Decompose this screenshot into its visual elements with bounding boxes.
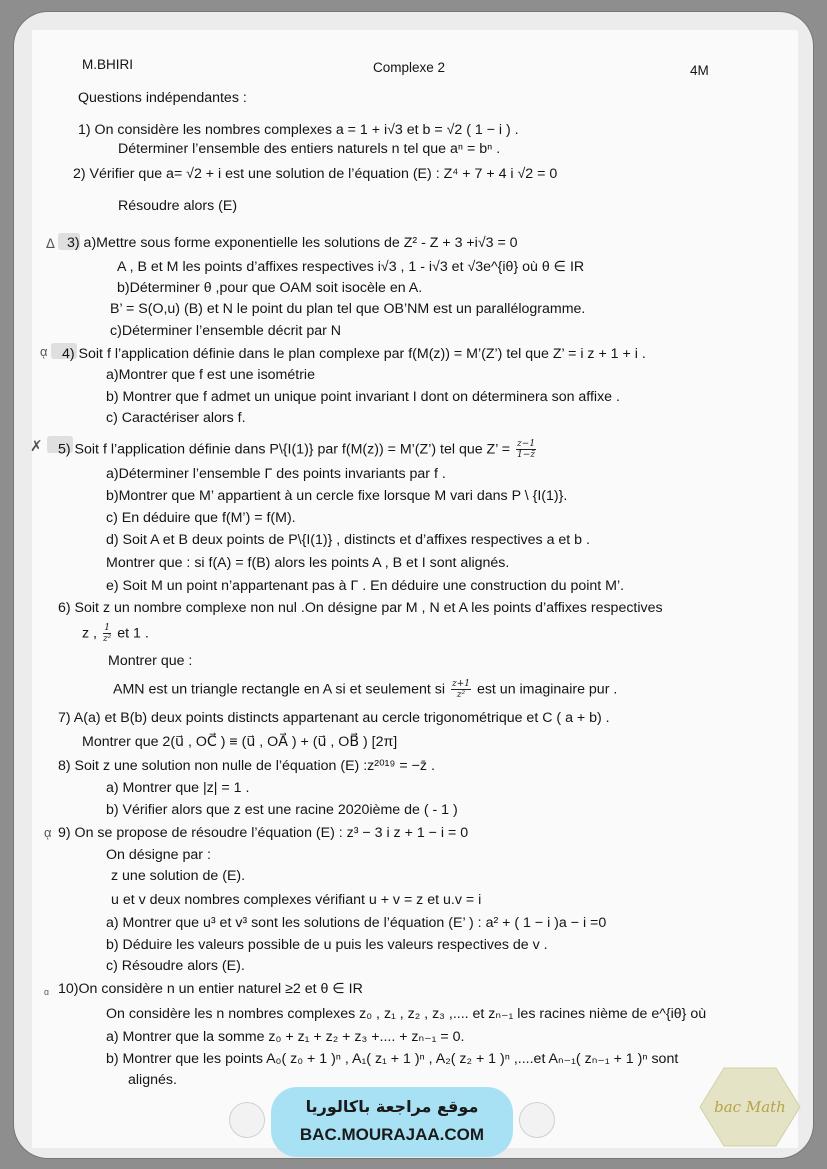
bacmath-logo	[698, 1066, 802, 1148]
site-banner[interactable]	[271, 1087, 513, 1157]
q5-line	[58, 439, 538, 460]
q3-b: b)Déterminer θ ,pour que OAM soit isocèle en A.	[117, 280, 423, 296]
q2-line: 2) Vérifier que a= √2 + i est une solution de l’équation (E) : Z⁴ + 7 + 4 i √2 = 0	[73, 166, 558, 182]
q3-c: c)Déterminer l’ensemble décrit par N	[110, 323, 342, 339]
q1-line: 1) On considère les nombres complexes a = 1 + i√3 et b = √2 ( 1 − i ) .	[78, 122, 519, 138]
q6-statement	[113, 679, 617, 700]
q9-a: a) Montrer que u³ et v³ sont les solutions de l’équation (E’ ) : a² + ( 1 − i )a − i =0	[106, 915, 607, 931]
q3-bprime: B’ = S(O,u) (B) et N le point du plan tel que OB’NM est un parallélogramme.	[110, 301, 586, 317]
page-title: Complexe 2	[373, 60, 446, 75]
q9-line: 9) On se propose de résoudre l’équation (E) : z³ − 3 i z + 1 − i = 0	[58, 825, 469, 841]
q9-intro: On désigne par :	[106, 847, 211, 863]
site-logo-icon	[519, 1102, 555, 1138]
q4-b: b) Montrer que f admet un unique point invariant I dont on déterminera son affixe .	[106, 389, 620, 405]
q6-fraction	[103, 623, 111, 644]
q6-affixes	[82, 623, 149, 644]
q6-text-end: est un imaginaire pur .	[476, 681, 618, 698]
q6-condition-fraction	[451, 679, 471, 700]
q5-c: c) En déduire que f(M’) = f(M).	[106, 510, 296, 526]
banner-arabic: موقع مراجعة باكالوريا	[305, 1097, 479, 1116]
q4-line: 4) Soit f l’application définie dans le plan complexe par f(M(z)) = M’(Z’) tel que Z’ = i z + 1 + i .	[62, 346, 646, 362]
q6-frac-num: 1	[104, 623, 110, 633]
pencil-mark: ᾳ	[44, 825, 52, 840]
q9-z: z une solution de (E).	[111, 868, 246, 884]
q8-b: b) Vérifier alors que z est une racine 2020ième de ( - 1 )	[106, 802, 458, 818]
author: M.BHIRI	[82, 57, 134, 72]
intro-heading: Questions indépendantes :	[78, 90, 247, 106]
q9-b: b) Déduire les valeurs possible de u puis les valeurs respectives de v .	[106, 937, 548, 953]
q5-a: a)Déterminer l’ensemble Γ des points invariants par f .	[106, 466, 446, 482]
q7-line: 7) A(a) et B(b) deux points distincts appartenant au cercle trigonométrique et C ( a + b) .	[58, 710, 610, 726]
q6-frac-den: z²	[102, 634, 112, 644]
q5-frac-num: z−1	[517, 439, 536, 449]
q5-e: e) Soit M un point n’appartenant pas à Γ . En déduire une construction du point M’.	[106, 578, 625, 594]
q6-one: et 1 .	[117, 625, 149, 642]
pencil-mark: ✗	[30, 438, 43, 455]
q3-points: A , B et M les points d’affixes respectives i√3 , 1 - i√3 et √3e^{iθ} où θ ∈ IR	[117, 259, 585, 275]
q6-line: 6) Soit z un nombre complexe non nul .On désigne par M , N et A les points d’affixes respectives	[58, 600, 663, 616]
site-logo-icon	[229, 1102, 265, 1138]
q5-text: 5) Soit f l’application définie dans P\{I(1)} par f(M(z)) = M’(Z’) tel que Z’ =	[58, 441, 511, 458]
q10-a: a) Montrer que la somme z₀ + z₁ + z₂ + z₃ +.... + zₙ₋₁ = 0.	[106, 1029, 465, 1045]
q3-line: 3) a)Mettre sous forme exponentielle les solutions de Z² - Z + 3 +i√3 = 0	[67, 235, 518, 251]
q10-roots: On considère les n nombres complexes z₀ , z₁ , z₂ , z₃ ,.... et zₙ₋₁ les racines nième de e^{iθ} où	[106, 1006, 707, 1022]
q7-show: Montrer que 2(u⃗ , OC⃗ ) ≡ (u⃗ , OA⃗ ) + (u⃗ , OB⃗ ) [2π]	[82, 734, 398, 750]
pencil-mark: ᾳ	[40, 344, 48, 359]
q5-d: d) Soit A et B deux points de P\{I(1)} , distincts et d’affixes respectives a et b .	[106, 532, 590, 548]
q10-b: b) Montrer que les points A₀( z₀ + 1 )ⁿ , A₁( z₁ + 1 )ⁿ , A₂( z₂ + 1 )ⁿ ,....et Aₙ₋₁( zₙ₋₁ + 1 )ⁿ sont	[106, 1051, 679, 1067]
q6-cond-den: z²	[456, 690, 466, 700]
q6-show: Montrer que :	[108, 653, 193, 669]
q6-cond-num: z+1	[451, 679, 470, 689]
q4-a: a)Montrer que f est une isométrie	[106, 367, 315, 383]
q4-c: c) Caractériser alors f.	[106, 410, 246, 426]
q5-b: b)Montrer que M’ appartient à un cercle fixe lorsque M vari dans P \ {I(1)}.	[106, 488, 568, 504]
q9-c: c) Résoudre alors (E).	[106, 958, 245, 974]
q2-task: Résoudre alors (E)	[118, 198, 238, 214]
q8-line: 8) Soit z une solution non nulle de l’équation (E) :z²⁰¹⁹ = −z̄ .	[58, 758, 435, 774]
pencil-mark: ᵅ	[44, 986, 49, 1001]
q9-uv: u et v deux nombres complexes vérifiant u + v = z et u.v = i	[111, 892, 482, 908]
level: 4M	[690, 63, 709, 78]
q6-text: AMN est un triangle rectangle en A si et seulement si	[113, 681, 446, 698]
q10-line: 10)On considère n un entier naturel ≥2 et θ ∈ IR	[58, 981, 363, 997]
q10-b-end: alignés.	[128, 1072, 177, 1088]
q5-frac-den: 1−z̄	[517, 450, 536, 460]
q5-fraction	[516, 439, 536, 460]
q1-task: Déterminer l’ensemble des entiers naturels n tel que aⁿ = bⁿ .	[118, 141, 501, 157]
q6-z: z ,	[82, 625, 97, 642]
q5-d-show: Montrer que : si f(A) = f(B) alors les points A , B et I sont alignés.	[106, 555, 510, 571]
q8-a: a) Montrer que |z| = 1 .	[106, 780, 250, 796]
pencil-mark: ᐃ	[46, 236, 55, 251]
logo-text: bac Math	[714, 1098, 786, 1116]
banner-url[interactable]: BAC.MOURAJAA.COM	[299, 1125, 485, 1144]
